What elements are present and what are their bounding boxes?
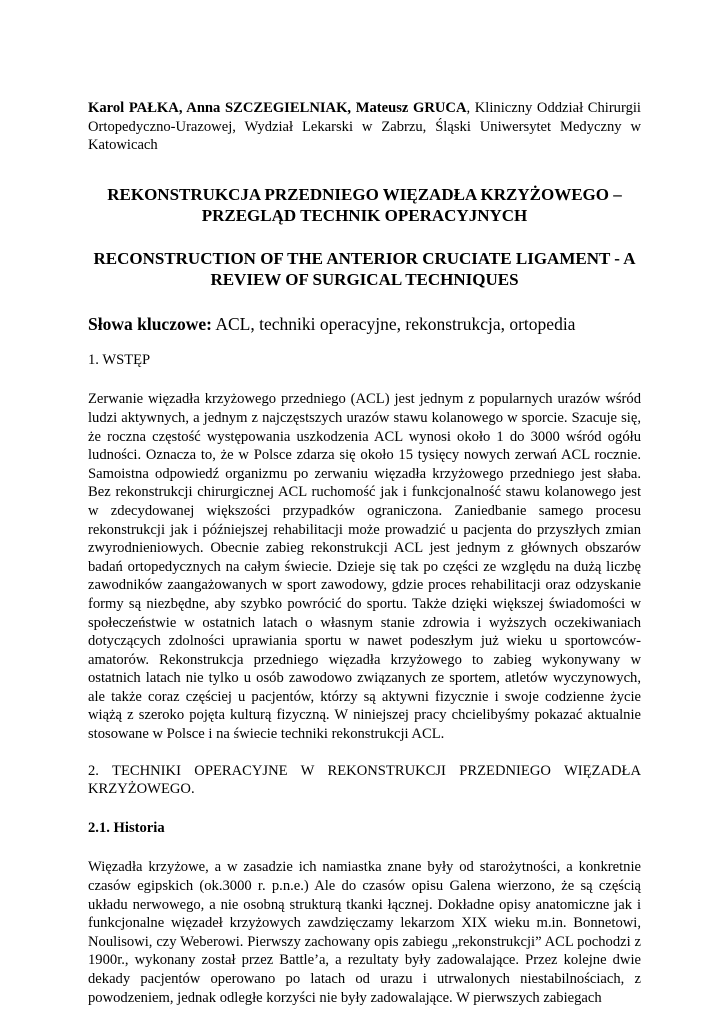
subsection-heading-history: 2.1. Historia [88,819,165,836]
author-names: Karol PAŁKA, Anna SZCZEGIELNIAK, Mateusz GRUCA [88,100,467,116]
keywords-label: Słowa kluczowe: [88,313,212,334]
title-polish: REKONSTRUKCJA PRZEDNIEGO WIĘZADŁA KRZYŻOWEGO – PRZEGLĄD TECHNIK OPERACYJNYCH [107,184,622,226]
keywords-line [88,313,641,335]
introduction-paragraph: Zerwanie więzadła krzyżowego przedniego (ACL) jest jednym z popularnych urazów wśród ludzi aktywnych, a jednym z najczęstszych urazów stawu kolanowego w sporcie. Szacuje się, że roczna częstość występowania uszkodzenia ACL wynosi około 1 do 3000 wśród ogółu ludności. Oznacza to, że w Polsce zdarza się około 15 tysięcy nowych zerwań ACL rocznie. Samoistna odpowiedź organizmu po zerwaniu więzadła krzyżowego przedniego jest słaba. Bez rekonstrukcji chirurgicznej ACL ruchomość jak i funkcjonalność stawu kolanowego jest w zdecydowanej większości przypadków ograniczona. Zaniedbanie samego procesu rekonstrukcji jak i późniejszej rehabilitacji może prowadzić u pacjenta do przyszłych zmian zwyrodnieniowych. Obecnie zabieg rekonstrukcji ACL jest jednym z głównych obszarów badań ortopedycznych na całym świecie. Dzieje się tak po części ze względu na dużą liczbę zawodników zaangażowanych w sport zawodowy, gdzie proces rehabilitacji oraz odzyskanie formy są niezbędne, aby szybko powrócić do sportu. Także dzięki większej świadomości w społeczeństwie w ostatnich latach o własnym stanie zdrowia i wyższych oczekiwaniach dotyczących zdolności uprawiania sportu w nawet podeszłym już wieku u sportowców-amatorów. Rekonstrukcja przedniego więzadła krzyżowego to zabieg wykonywany w ostatnich latach nie tylko u osób zawodowo związanych ze sportem, atletów wyczynowych, ale także coraz częściej u pacjentów, którzy są aktywni fizycznie i swoje codzienne życie wiążą z szeroko pojęta kulturą fizyczną. W niniejszej pracy chcielibyśmy pokazać aktualnie stosowane w Polsce i na świecie techniki rekonstrukcji ACL. [88,391,641,743]
document-body [88,99,641,1007]
title-english: RECONSTRUCTION OF THE ANTERIOR CRUCIATE LIGAMENT - A REVIEW OF SURGICAL TECHNIQUES [93,248,636,290]
affiliation-text: , Kliniczny Oddział Chirurgii Ortopedyczno-Urazowej, Wydział Lekarski w Zabrzu, Śląski Uniwersytet Medyczny w Katowicach [88,100,641,154]
history-paragraph: Więzadła krzyżowe, a w zasadzie ich namiastka znane były od starożytności, a konkretnie czasów egipskich (ok.3000 r. p.n.e.) Ale do czasów opisu Galena wierzono, że są częścią układu nerwowego, a nie osobną strukturą tkanki łącznej. Dokładne opisy anatomiczne jak i funkcjonalne więzadeł krzyżowych zawdzięczamy lekarzom XIX wieku m.in. Bonnetowi, Noulisowi, czy Weberowi. Pierwszy zachowany opis zabiegu „rekonstrukcji” ACL pochodzi z 1900r., wykonany został przez Battle’a, a rezultaty były zadowalające. Przez kolejne dwie dekady pacjentów operowano po latach od urazu i utrwalonych niestabilnościach, z powodzeniem, jednak odległe korzyści nie były zadowalające. W pierwszych zabiegach [88,859,641,1006]
section-heading-techniques: 2. TECHNIKI OPERACYJNE W REKONSTRUKCJI PRZEDNIEGO WIĘZADŁA KRZYŻOWEGO. [88,762,641,798]
section-heading-introduction: 1. WSTĘP [88,351,151,368]
keywords-value: ACL, techniki operacyjne, rekonstrukcja, ortopedia [211,313,576,334]
author-affiliation [88,99,641,155]
